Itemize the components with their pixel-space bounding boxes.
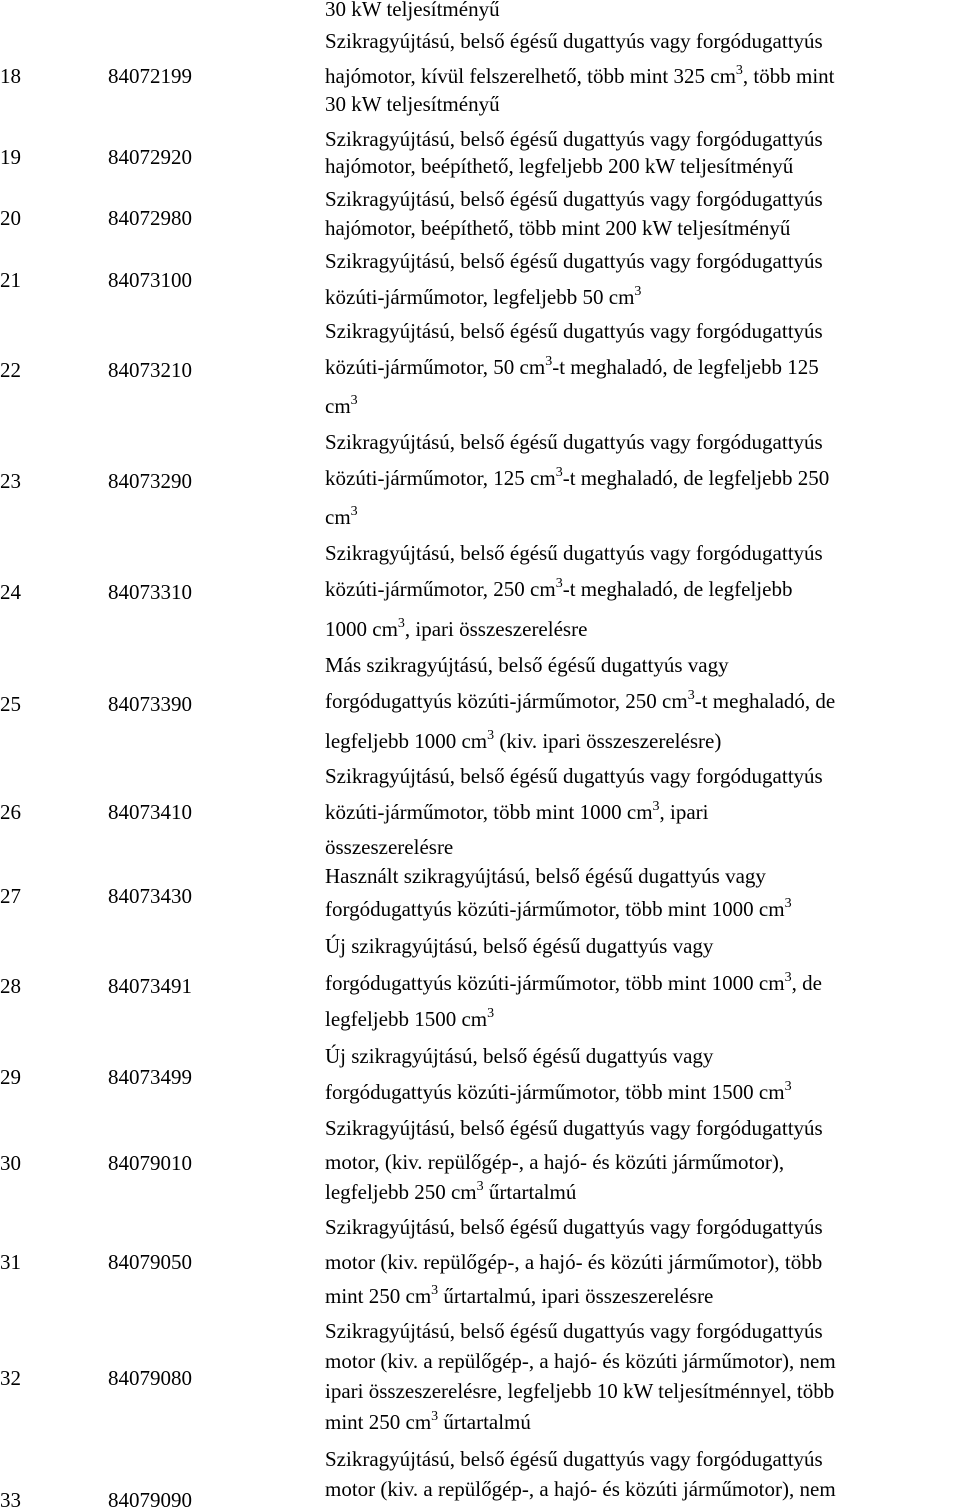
description-line	[325, 1215, 823, 1239]
superscript-exponent: 3	[545, 354, 553, 369]
line-text-continued: , ipari	[659, 800, 709, 824]
row-number: 19	[0, 145, 21, 169]
row-number: 32	[0, 1366, 21, 1390]
tariff-code: 84073310	[108, 580, 192, 604]
tariff-code: 84073210	[108, 358, 192, 382]
line-text: Új szikragyújtású, belső égésű dugattyús vagy	[325, 1044, 714, 1068]
tariff-code: 84073491	[108, 974, 192, 998]
line-text: forgódugattyús közúti-járműmotor, több mint 1500 cm	[325, 1080, 785, 1104]
description-line	[325, 1319, 823, 1343]
line-text-continued: -t meghaladó, de legfeljebb 250	[562, 466, 830, 490]
line-text-continued: űrtartalmú	[438, 1410, 531, 1434]
line-text: Szikragyújtású, belső égésű dugattyús vagy forgódugattyús	[325, 127, 823, 151]
description-line	[325, 1250, 822, 1274]
row-number: 29	[0, 1065, 21, 1089]
description-line	[325, 971, 822, 995]
line-text: Szikragyújtású, belső égésű dugattyús vagy forgódugattyús	[325, 1447, 823, 1471]
line-text: hajómotor, beépíthető, több mint 200 kW teljesítményű	[325, 216, 791, 240]
line-text: közúti-járműmotor, 50 cm	[325, 355, 546, 379]
line-text-continued: -t meghaladó, de	[694, 689, 836, 713]
description-line	[325, 835, 453, 859]
tariff-code: 84072980	[108, 206, 192, 230]
description-line	[325, 764, 823, 788]
line-text: 1000 cm	[325, 617, 398, 641]
line-text: forgódugattyús közúti-járműmotor, több mint 1000 cm	[325, 897, 785, 921]
line-text: motor (kiv. repülőgép-, a hajó- és közúti járműmotor), több	[325, 1250, 823, 1274]
line-text: motor (kiv. a repülőgép-, a hajó- és közúti járműmotor), nem	[325, 1349, 836, 1373]
description-line	[325, 1044, 713, 1068]
line-text: 30 kW teljesítményű	[325, 0, 500, 21]
line-text: legfeljebb 1500 cm	[325, 1007, 488, 1031]
line-text: motor, (kiv. repülőgép-, a hajó- és közúti járműmotor),	[325, 1150, 785, 1174]
line-text: ipari összeszerelésre, legfeljebb 10 kW teljesítménnyel, több	[325, 1379, 835, 1403]
line-text: cm	[325, 394, 351, 418]
row-number: 28	[0, 974, 21, 998]
description-line	[325, 1150, 784, 1174]
description-line	[325, 1447, 823, 1471]
line-text-continued: űrtartalmú, ipari összeszerelésre	[438, 1284, 714, 1308]
superscript-exponent: 3	[784, 896, 792, 911]
description-line	[325, 934, 713, 958]
line-text-continued: űrtartalmú	[483, 1180, 577, 1204]
superscript-exponent: 3	[397, 616, 405, 631]
description-line	[325, 577, 792, 601]
description-line	[325, 1180, 576, 1204]
line-text: Új szikragyújtású, belső égésű dugattyús vagy	[325, 934, 714, 958]
tariff-code: 84072199	[108, 64, 192, 88]
row-number: 27	[0, 884, 21, 908]
description-line	[325, 1477, 836, 1501]
description-line	[325, 1007, 494, 1031]
row-number: 22	[0, 358, 21, 382]
line-text: közúti-járműmotor, több mint 1000 cm	[325, 800, 653, 824]
line-text: hajómotor, kívül felszerelhető, több mint 325 cm	[325, 64, 736, 88]
description-line	[325, 541, 823, 565]
superscript-exponent: 3	[634, 284, 642, 299]
line-text: közúti-járműmotor, legfeljebb 50 cm	[325, 285, 635, 309]
row-number: 31	[0, 1250, 21, 1274]
line-text: forgódugattyús közúti-járműmotor, 250 cm	[325, 689, 688, 713]
line-text-continued: , több mint	[742, 64, 835, 88]
line-text: Szikragyújtású, belső égésű dugattyús vagy forgódugattyús	[325, 1215, 823, 1239]
line-text: Szikragyújtású, belső égésű dugattyús vagy forgódugattyús	[325, 764, 823, 788]
line-text-continued: , de	[791, 971, 822, 995]
superscript-exponent: 3	[784, 1079, 792, 1094]
line-text: 30 kW teljesítményű	[325, 92, 500, 116]
description-line	[325, 1116, 823, 1140]
description-line	[325, 187, 823, 211]
superscript-exponent: 3	[652, 799, 660, 814]
row-number: 33	[0, 1488, 21, 1512]
row-number: 18	[0, 64, 21, 88]
description-line	[325, 864, 766, 888]
tariff-code: 84073390	[108, 692, 192, 716]
line-text: Használt szikragyújtású, belső égésű dugattyús vagy	[325, 864, 766, 888]
description-line	[325, 466, 829, 490]
line-text: legfeljebb 1000 cm	[325, 729, 488, 753]
tariff-code: 84073499	[108, 1065, 192, 1089]
superscript-exponent: 3	[350, 393, 358, 408]
superscript-exponent: 3	[555, 576, 563, 591]
superscript-exponent: 3	[487, 728, 495, 743]
description-line	[325, 505, 358, 529]
line-text: Szikragyújtású, belső égésű dugattyús vagy forgódugattyús	[325, 249, 823, 273]
line-text-continued: , ipari összeszerelésre	[404, 617, 588, 641]
description-line	[325, 216, 790, 240]
row-number: 21	[0, 268, 21, 292]
description-line	[325, 285, 641, 309]
description-line	[325, 1379, 834, 1403]
line-text: Szikragyújtású, belső égésű dugattyús vagy forgódugattyús	[325, 541, 823, 565]
tariff-code: 84073290	[108, 469, 192, 493]
description-line	[325, 653, 729, 677]
description-line	[325, 617, 587, 641]
superscript-exponent: 3	[476, 1179, 484, 1194]
description-line	[325, 127, 823, 151]
description-line	[325, 355, 819, 379]
description-line	[325, 394, 358, 418]
tariff-code: 84079080	[108, 1366, 192, 1390]
line-text: legfeljebb 250 cm	[325, 1180, 477, 1204]
tariff-code: 84073410	[108, 800, 192, 824]
line-text-continued: (kiv. ipari összeszerelésre)	[494, 729, 722, 753]
description-line	[325, 29, 823, 53]
line-text: összeszerelésre	[325, 835, 454, 859]
line-text: mint 250 cm	[325, 1284, 432, 1308]
superscript-exponent: 3	[735, 63, 743, 78]
description-line	[325, 1080, 792, 1104]
tariff-code: 84073430	[108, 884, 192, 908]
description-line	[325, 0, 500, 21]
description-line	[325, 92, 500, 116]
description-line	[325, 689, 835, 713]
line-text: közúti-járműmotor, 250 cm	[325, 577, 556, 601]
line-text: Szikragyújtású, belső égésű dugattyús vagy forgódugattyús	[325, 187, 823, 211]
line-text: Más szikragyújtású, belső égésű dugattyús vagy	[325, 653, 729, 677]
line-text-continued: -t meghaladó, de legfeljebb	[562, 577, 793, 601]
superscript-exponent: 3	[555, 465, 563, 480]
line-text: Szikragyújtású, belső égésű dugattyús vagy forgódugattyús	[325, 319, 823, 343]
line-text: mint 250 cm	[325, 1410, 432, 1434]
superscript-exponent: 3	[431, 1409, 439, 1424]
description-line	[325, 154, 793, 178]
row-number: 20	[0, 206, 21, 230]
description-line	[325, 729, 721, 753]
superscript-exponent: 3	[350, 504, 358, 519]
description-line	[325, 1349, 836, 1373]
line-text: motor (kiv. a repülőgép-, a hajó- és közúti járműmotor), nem	[325, 1477, 836, 1501]
superscript-exponent: 3	[431, 1283, 439, 1298]
tariff-code: 84079090	[108, 1488, 192, 1512]
description-line	[325, 800, 709, 824]
line-text: közúti-járműmotor, 125 cm	[325, 466, 556, 490]
superscript-exponent: 3	[687, 688, 695, 703]
line-text: forgódugattyús közúti-járműmotor, több mint 1000 cm	[325, 971, 785, 995]
description-line	[325, 64, 835, 88]
superscript-exponent: 3	[487, 1006, 495, 1021]
line-text: cm	[325, 505, 351, 529]
row-number: 25	[0, 692, 21, 716]
description-line	[325, 249, 823, 273]
row-number: 24	[0, 580, 21, 604]
description-line	[325, 897, 792, 921]
description-line	[325, 319, 823, 343]
line-text: Szikragyújtású, belső égésű dugattyús vagy forgódugattyús	[325, 29, 823, 53]
line-text: Szikragyújtású, belső égésű dugattyús vagy forgódugattyús	[325, 430, 823, 454]
tariff-code: 84073100	[108, 268, 192, 292]
line-text: Szikragyújtású, belső égésű dugattyús vagy forgódugattyús	[325, 1116, 823, 1140]
line-text-continued: -t meghaladó, de legfeljebb 125	[552, 355, 819, 379]
line-text: Szikragyújtású, belső égésű dugattyús vagy forgódugattyús	[325, 1319, 823, 1343]
superscript-exponent: 3	[784, 970, 792, 985]
row-number: 23	[0, 469, 21, 493]
description-line	[325, 430, 823, 454]
tariff-code: 84079010	[108, 1151, 192, 1175]
row-number: 30	[0, 1151, 21, 1175]
description-line	[325, 1410, 531, 1434]
row-number: 26	[0, 800, 21, 824]
tariff-code: 84072920	[108, 145, 192, 169]
line-text: hajómotor, beépíthető, legfeljebb 200 kW teljesítményű	[325, 154, 794, 178]
tariff-code: 84079050	[108, 1250, 192, 1274]
description-line	[325, 1284, 713, 1308]
